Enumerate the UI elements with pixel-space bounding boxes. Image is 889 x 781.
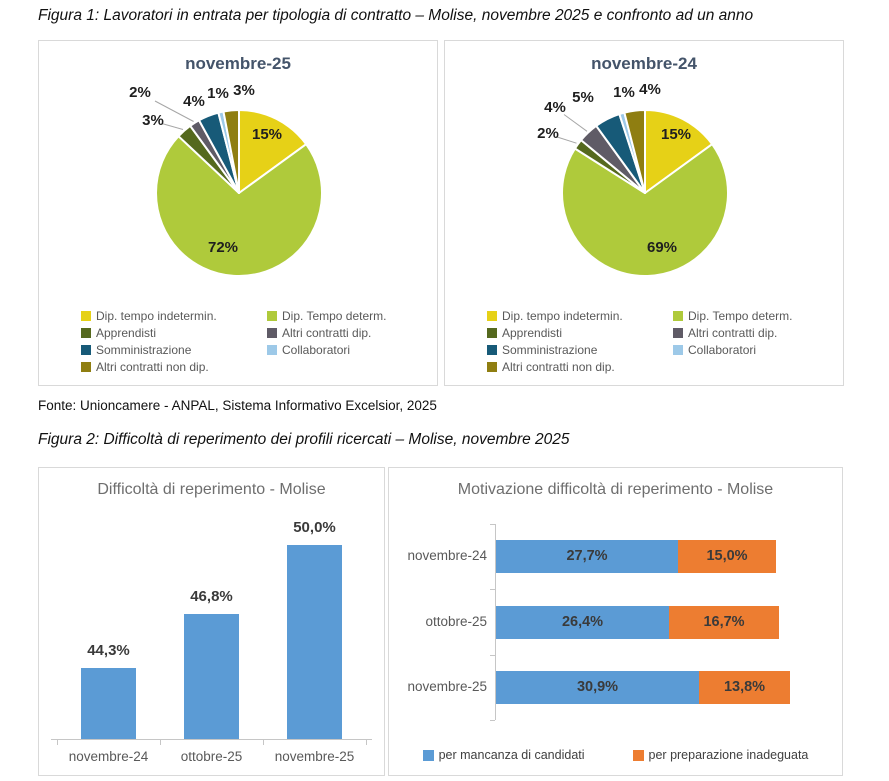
legend-item-apprendisti	[81, 324, 217, 341]
pie-value-label: 5%	[572, 88, 594, 106]
x-axis-tick	[366, 739, 367, 745]
legend-item-label: Altri contratti non dip.	[96, 359, 209, 374]
bar-novembre-24	[81, 668, 136, 739]
x-axis-tick	[57, 739, 58, 745]
category-label-novembre-24: novembre-24	[68, 749, 149, 764]
legend-item-altri-contratti-non-dip	[487, 358, 623, 375]
legend-item-dip-tempo-determ	[673, 307, 793, 324]
pie-label-leader-line	[161, 123, 183, 129]
legend-marker-icon	[81, 311, 91, 321]
pie-chart-novembre-25	[38, 40, 438, 386]
legend-item-label: Dip. tempo indetermin.	[502, 308, 623, 323]
legend-marker-icon	[81, 328, 91, 338]
category-label-novembre-25: novembre-25	[274, 749, 355, 764]
legend-item-label: Apprendisti	[96, 325, 157, 340]
legend-item-altri-contratti-dip	[267, 324, 387, 341]
legend-item-label: per mancanza di candidati	[438, 748, 585, 762]
segment-value-label: 15,0%	[706, 548, 748, 564]
pie-value-label: 2%	[537, 124, 559, 142]
x-axis-tick	[263, 739, 264, 745]
y-axis-tick	[490, 720, 495, 721]
category-label-ottobre-25: ottobre-25	[425, 614, 487, 629]
segment-value-label: 13,8%	[723, 679, 766, 695]
legend-item-per-preparazione-inadeguata	[633, 748, 809, 762]
legend-item-dip-tempo-indetermin	[81, 307, 217, 324]
legend-column	[81, 307, 217, 375]
pie-title: novembre-25	[185, 54, 291, 73]
pie-value-label: 4%	[639, 80, 661, 98]
legend-item-altri-contratti-non-dip	[81, 358, 217, 375]
segment-value-label: 30,9%	[576, 679, 619, 695]
pie-label-leader-line	[556, 137, 577, 144]
legend-item-label: per preparazione inadeguata	[648, 748, 809, 762]
pie-value-label: 3%	[142, 111, 164, 129]
segment-value-label: 26,4%	[561, 614, 604, 630]
legend-marker-icon	[673, 328, 683, 338]
legend-marker-icon	[487, 328, 497, 338]
legend-item-dip-tempo-indetermin	[487, 307, 623, 324]
pie-chart-novembre-24	[444, 40, 844, 386]
bar-value-label: 46,8%	[190, 588, 233, 605]
pie-value-label: 15%	[251, 125, 283, 143]
legend-marker-icon	[487, 345, 497, 355]
legend-marker-icon	[673, 311, 683, 321]
pie-value-label: 4%	[183, 92, 205, 110]
legend-marker-icon	[81, 345, 91, 355]
legend-item-label: Dip. Tempo determ.	[688, 308, 793, 323]
legend-column	[487, 307, 623, 375]
legend-item-apprendisti	[487, 324, 623, 341]
stacked-chart-legend	[389, 748, 842, 762]
bar-value-label: 44,3%	[87, 642, 130, 659]
pie-value-label: 72%	[207, 238, 239, 256]
pie-value-label: 4%	[544, 98, 566, 116]
pie-value-label: 2%	[129, 83, 151, 101]
y-axis-tick	[490, 589, 495, 590]
segment-value-label: 27,7%	[566, 548, 608, 564]
bar-chart-title: Difficoltà di reperimento - Molise	[97, 481, 326, 498]
legend-item-collaboratori	[673, 341, 793, 358]
category-label-ottobre-25: ottobre-25	[180, 749, 243, 764]
category-label-novembre-25: novembre-25	[407, 679, 487, 694]
pie-title: novembre-24	[591, 54, 697, 73]
bar-chart-difficolta-reperimento	[38, 467, 385, 776]
stacked-chart-motivazione-difficolta	[388, 467, 843, 776]
pie-legend	[39, 307, 437, 379]
legend-item-dip-tempo-determ	[267, 307, 387, 324]
legend-marker-icon	[267, 328, 277, 338]
legend-marker-icon	[487, 362, 497, 372]
legend-marker-icon	[423, 750, 434, 761]
x-axis-line	[51, 739, 372, 740]
pie-value-label: 3%	[233, 81, 255, 99]
legend-item-label: Dip. Tempo determ.	[282, 308, 387, 323]
legend-item-label: Somministrazione	[96, 342, 192, 357]
legend-marker-icon	[487, 311, 497, 321]
legend-item-label: Dip. tempo indetermin.	[96, 308, 217, 323]
legend-item-label: Collaboratori	[282, 342, 351, 357]
stacked-chart-title: Motivazione difficoltà di reperimento - Molise	[457, 481, 774, 498]
legend-item-label: Altri contratti dip.	[282, 325, 372, 340]
figure1-title: Figura 1: Lavoratori in entrata per tipologia di contratto – Molise, novembre 2025 e confronto ad un anno	[38, 7, 754, 24]
legend-marker-icon	[267, 345, 277, 355]
pie-value-label: 15%	[660, 125, 692, 143]
figure2-title: Figura 2: Difficoltà di reperimento dei profili ricercati – Molise, novembre 2025	[38, 431, 570, 448]
legend-item-per-mancanza-di-candidati	[423, 748, 585, 762]
legend-marker-icon	[267, 311, 277, 321]
segment-value-label: 16,7%	[703, 614, 745, 630]
legend-column	[673, 307, 793, 358]
category-label-novembre-24: novembre-24	[407, 548, 487, 563]
source-note: Fonte: Unioncamere - ANPAL, Sistema Informativo Excelsior, 2025	[38, 398, 437, 413]
legend-marker-icon	[633, 750, 644, 761]
legend-item-label: Collaboratori	[688, 342, 757, 357]
legend-item-altri-contratti-dip	[673, 324, 793, 341]
pie-value-label: 1%	[207, 84, 229, 102]
pie-value-label: 1%	[613, 83, 635, 101]
y-axis-tick	[490, 524, 495, 525]
pie-label-leader-line	[564, 115, 587, 132]
legend-column	[267, 307, 387, 358]
legend-marker-icon	[81, 362, 91, 372]
pie-value-label: 69%	[646, 238, 678, 256]
bar-value-label: 50,0%	[293, 519, 336, 536]
legend-item-somministrazione	[487, 341, 623, 358]
bar-ottobre-25	[184, 614, 239, 739]
legend-item-label: Altri contratti dip.	[688, 325, 778, 340]
legend-item-label: Apprendisti	[502, 325, 563, 340]
pie-legend	[445, 307, 843, 379]
legend-item-collaboratori	[267, 341, 387, 358]
bar-novembre-25	[287, 545, 342, 739]
legend-item-label: Altri contratti non dip.	[502, 359, 615, 374]
legend-marker-icon	[673, 345, 683, 355]
x-axis-tick	[160, 739, 161, 745]
legend-item-label: Somministrazione	[502, 342, 598, 357]
legend-item-somministrazione	[81, 341, 217, 358]
y-axis-tick	[490, 655, 495, 656]
